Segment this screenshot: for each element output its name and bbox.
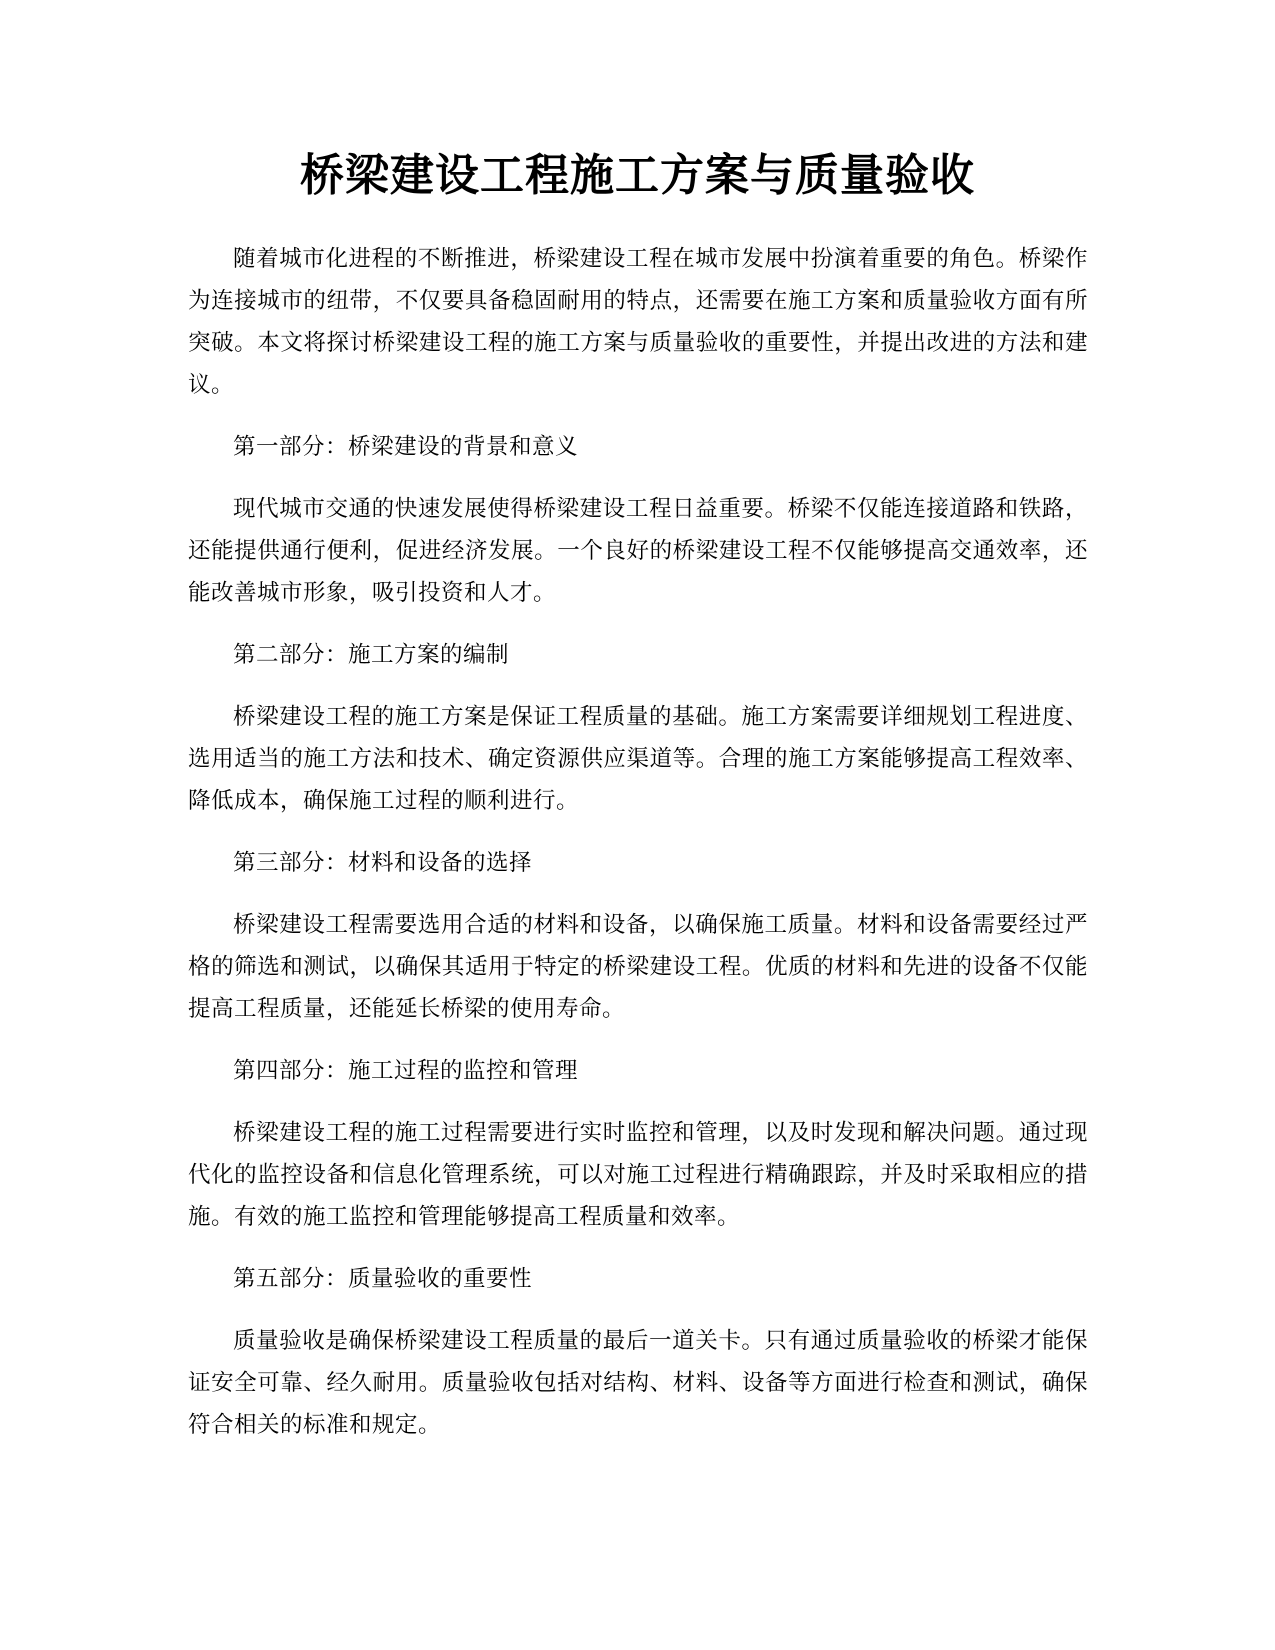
document-title: 桥梁建设工程施工方案与质量验收 <box>300 150 975 201</box>
section-body-4: 桥梁建设工程的施工过程需要进行实时监控和管理，以及时发现和解决问题。通过现代化的监控设备和信息化管理系统，可以对施工过程进行精确跟踪，并及时采取相应的措施。有效的施工监控和管理能够提高工程质量和效率。 <box>188 1120 1088 1230</box>
section-heading-1: 第一部分：桥梁建设的背景和意义 <box>233 434 579 460</box>
section-body-3: 桥梁建设工程需要选用合适的材料和设备，以确保施工质量。材料和设备需要经过严格的筛选和测试，以确保其适用于特定的桥梁建设工程。优质的材料和先进的设备不仅能提高工程质量，还能延长桥梁的使用寿命。 <box>188 912 1088 1022</box>
section-body-2: 桥梁建设工程的施工方案是保证工程质量的基础。施工方案需要详细规划工程进度、选用适当的施工方法和技术、确定资源供应渠道等。合理的施工方案能够提高工程效率、降低成本，确保施工过程的顺利进行。 <box>188 704 1088 814</box>
section-heading-3: 第三部分：材料和设备的选择 <box>233 850 533 876</box>
document-body <box>188 238 1088 1446</box>
section-heading-2: 第二部分：施工方案的编制 <box>233 642 510 668</box>
section-heading-4: 第四部分：施工过程的监控和管理 <box>233 1058 579 1084</box>
section-body-1: 现代城市交通的快速发展使得桥梁建设工程日益重要。桥梁不仅能连接道路和铁路，还能提供通行便利，促进经济发展。一个良好的桥梁建设工程不仅能够提高交通效率，还能改善城市形象，吸引投资和人才。 <box>188 496 1088 606</box>
section-body-5: 质量验收是确保桥梁建设工程质量的最后一道关卡。只有通过质量验收的桥梁才能保证安全可靠、经久耐用。质量验收包括对结构、材料、设备等方面进行检查和测试，确保符合相关的标准和规定。 <box>188 1328 1088 1438</box>
intro-paragraph: 随着城市化进程的不断推进，桥梁建设工程在城市发展中扮演着重要的角色。桥梁作为连接城市的纽带，不仅要具备稳固耐用的特点，还需要在施工方案和质量验收方面有所突破。本文将探讨桥梁建设工程的施工方案与质量验收的重要性，并提出改进的方法和建议。 <box>188 246 1088 398</box>
section-heading-5: 第五部分：质量验收的重要性 <box>233 1266 533 1292</box>
